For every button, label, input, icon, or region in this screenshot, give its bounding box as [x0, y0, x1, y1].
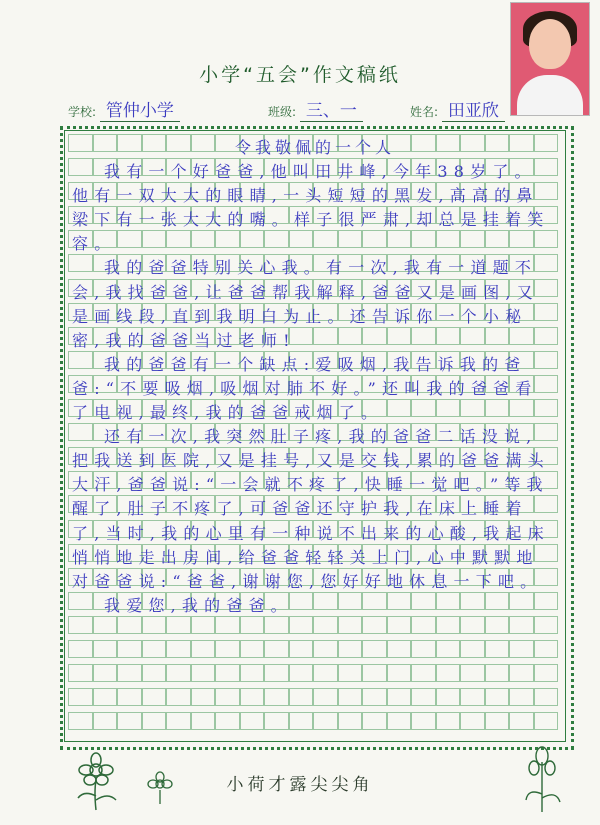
essay-paragraph-1: 我有一个好爸爸,他叫田井峰,今年38岁了。他有一双大大的眼睛,一头短短的黑发,高高的鼻梁下有一张大大的嘴。样子很严肃,却总是挂着笑容。: [72, 162, 550, 254]
grid-cell: [191, 688, 216, 706]
essay-paragraph-3: 我的爸爸有一个缺点:爱吸烟,我告诉我的爸爸:“不要吸烟,吸烟对肺不好。”还叫我的爸爸看了电视,最终,我的爸爸戒烟了。: [72, 354, 538, 423]
grid-cell: [191, 616, 216, 634]
grid-cell: [509, 664, 534, 682]
grid-cell: [460, 640, 485, 658]
student-photo: [510, 2, 590, 116]
grid-cell: [191, 640, 216, 658]
grid-cell: [436, 688, 461, 706]
essay-paragraph-4: 还有一次,我突然肚子疼,我的爸爸二话没说,把我送到医院,又是挂号,又是交钱,累的爸爸满头大汗,爸爸说:“一会就不疼了,快睡一觉吧。”等我醒了,肚子不疼了,可爸爸还守护我,在床上睡着了,当时,我的心里有一种说不出来的心酸,我起床悄悄地走出房间,给爸爸轻轻关上门,心中默默地对爸爸说:“爸爸,谢谢您,您好好地休息一下吧。: [72, 427, 550, 591]
grid-cell: [460, 616, 485, 634]
grid-cell: [362, 664, 387, 682]
grid-cell: [485, 640, 510, 658]
grid-cell: [313, 640, 338, 658]
grid-cell: [534, 712, 559, 730]
school-label: 学校:: [68, 105, 97, 119]
grid-cell: [264, 688, 289, 706]
grid-cell: [411, 664, 436, 682]
grid-cell: [460, 688, 485, 706]
grid-cell: [387, 640, 412, 658]
grid-cell: [68, 664, 93, 682]
grid-cell: [362, 688, 387, 706]
grid-cell: [460, 712, 485, 730]
grid-cell: [166, 712, 191, 730]
grid-cell: [387, 688, 412, 706]
grid-cell: [534, 688, 559, 706]
grid-cell: [142, 616, 167, 634]
grid-cell: [313, 616, 338, 634]
grid-cell: [387, 664, 412, 682]
grid-cell: [68, 640, 93, 658]
school-value: 管仲小学: [100, 96, 180, 122]
grid-cell: [313, 664, 338, 682]
grid-cell: [411, 688, 436, 706]
class-field: [268, 96, 363, 122]
essay-title: 令我敬佩的一个人: [234, 138, 395, 157]
grid-cell: [362, 640, 387, 658]
essay-paragraph-2: 我的爸爸特别关心我。有一次,我有一道题不会,我找爸爸,让爸爸帮我解释,爸爸又是画图,又是画线段,直到我明白为止。还告诉你一个小秘密,我的爸爸当过老师!: [72, 258, 539, 350]
grid-cell: [93, 712, 118, 730]
grid-cell: [436, 616, 461, 634]
grid-cell: [240, 688, 265, 706]
grid-cell: [142, 640, 167, 658]
grid-cell: [117, 640, 142, 658]
grid-cell: [240, 712, 265, 730]
grid-cell: [93, 688, 118, 706]
grid-cell: [485, 712, 510, 730]
grid-cell: [338, 664, 363, 682]
grid-cell: [534, 616, 559, 634]
class-label: 班级:: [268, 105, 297, 119]
grid-row: [68, 640, 558, 664]
grid-cell: [117, 688, 142, 706]
grid-cell: [142, 688, 167, 706]
grid-cell: [509, 712, 534, 730]
grid-cell: [240, 640, 265, 658]
grid-cell: [68, 688, 93, 706]
grid-cell: [264, 640, 289, 658]
grid-cell: [411, 712, 436, 730]
grid-cell: [264, 616, 289, 634]
grid-row: [68, 664, 558, 688]
grid-cell: [142, 712, 167, 730]
grid-cell: [289, 616, 314, 634]
name-label: 姓名:: [410, 105, 439, 119]
grid-cell: [166, 616, 191, 634]
grid-cell: [68, 616, 93, 634]
grid-cell: [215, 640, 240, 658]
grid-cell: [338, 712, 363, 730]
grid-cell: [338, 640, 363, 658]
grid-cell: [93, 640, 118, 658]
grid-cell: [142, 664, 167, 682]
grid-cell: [166, 688, 191, 706]
grid-cell: [289, 640, 314, 658]
grid-row: [68, 712, 558, 736]
grid-cell: [387, 616, 412, 634]
grid-cell: [93, 664, 118, 682]
grid-cell: [509, 616, 534, 634]
grid-cell: [289, 688, 314, 706]
grid-cell: [264, 712, 289, 730]
grid-cell: [191, 664, 216, 682]
grid-cell: [534, 664, 559, 682]
grid-cell: [289, 712, 314, 730]
grid-cell: [264, 664, 289, 682]
grid-cell: [485, 688, 510, 706]
essay-body: [72, 136, 558, 618]
photo-body: [517, 75, 583, 115]
essay-paragraph-5: 我爱您,我的爸爸。: [104, 595, 293, 615]
grid-cell: [240, 616, 265, 634]
grid-cell: [117, 616, 142, 634]
paper-title: 小学“五会”作文稿纸: [199, 64, 401, 86]
grid-row: [68, 688, 558, 712]
grid-cell: [338, 616, 363, 634]
grid-cell: [509, 640, 534, 658]
name-field: [410, 96, 505, 122]
grid-cell: [387, 712, 412, 730]
grid-cell: [93, 616, 118, 634]
grid-cell: [313, 712, 338, 730]
name-value: 田亚欣: [442, 96, 505, 122]
grid-cell: [411, 616, 436, 634]
class-value: 三、一: [300, 96, 363, 122]
grid-cell: [215, 712, 240, 730]
grid-cell: [117, 712, 142, 730]
grid-cell: [485, 616, 510, 634]
grid-cell: [436, 664, 461, 682]
footer-slogan: 小荷才露尖尖角: [226, 775, 374, 795]
grid-cell: [411, 640, 436, 658]
grid-cell: [166, 640, 191, 658]
grid-cell: [289, 664, 314, 682]
grid-cell: [436, 640, 461, 658]
photo-face: [529, 19, 571, 69]
grid-cell: [338, 688, 363, 706]
grid-cell: [509, 688, 534, 706]
grid-cell: [460, 664, 485, 682]
grid-cell: [313, 688, 338, 706]
grid-row: [68, 616, 558, 640]
grid-cell: [362, 616, 387, 634]
grid-cell: [215, 688, 240, 706]
grid-cell: [215, 616, 240, 634]
grid-cell: [240, 664, 265, 682]
grid-cell: [215, 664, 240, 682]
school-field: [68, 96, 180, 122]
grid-cell: [362, 712, 387, 730]
grid-cell: [534, 640, 559, 658]
grid-cell: [117, 664, 142, 682]
grid-cell: [436, 712, 461, 730]
grid-cell: [68, 712, 93, 730]
grid-cell: [485, 664, 510, 682]
grid-cell: [166, 664, 191, 682]
grid-cell: [191, 712, 216, 730]
